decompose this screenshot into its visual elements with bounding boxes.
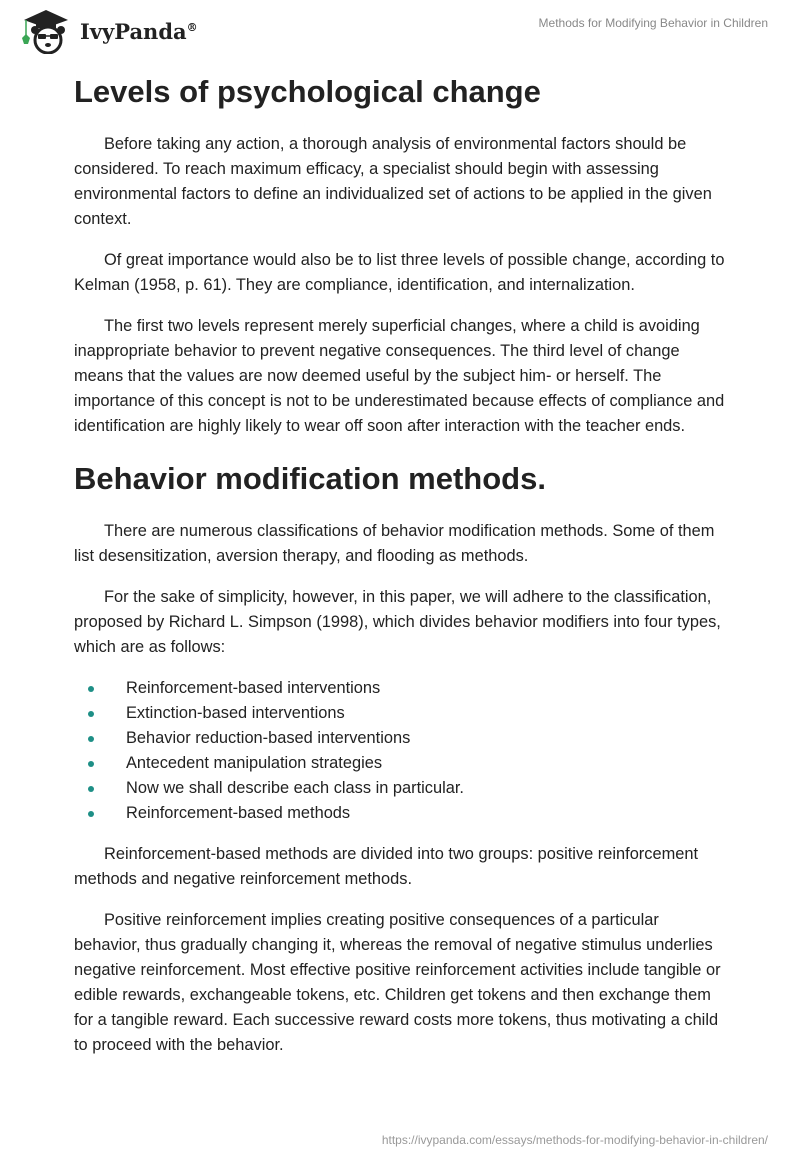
bullet-icon: [88, 711, 94, 717]
list-item: Behavior reduction-based interventions: [74, 726, 728, 751]
bullet-icon: [88, 786, 94, 792]
section-heading: Behavior modification methods.: [74, 461, 546, 496]
document-title: Methods for Modifying Behavior in Children: [538, 16, 768, 30]
list-item: Extinction-based interventions: [74, 701, 728, 726]
paragraph: Reinforcement-based methods are divided into two groups: positive reinforcement methods and negative reinforcement methods.: [74, 845, 699, 888]
bullet-icon: [88, 736, 94, 742]
header: [18, 8, 768, 54]
list-item: Reinforcement-based interventions: [74, 676, 728, 701]
methods-list: [74, 676, 728, 826]
paragraph: The first two levels represent merely superficial changes, where a child is avoiding inappropriate behavior to prevent negative consequences. The third level of change means that the values are now deemed useful by the subject him- or herself. The importance of this concept is not to be underestimated because effects of compliance and identification are highly likely to wear off soon after interaction with the teacher ends.: [74, 317, 725, 435]
list-item: Now we shall describe each class in particular.: [74, 776, 728, 801]
bullet-icon: [88, 761, 94, 767]
paragraph: Of great importance would also be to list three levels of possible change, according to Kelman (1958, p. 61). They are compliance, identification, and internalization.: [74, 251, 725, 294]
paragraph: Positive reinforcement implies creating positive consequences of a particular behavior, thus gradually changing it, whereas the removal of negative stimulus underlies negative reinforcement. Most effective positive reinforcement activities include tangible or edible rewards, exchangeable tokens, etc. Children get tokens and then exchange them for a tangible reward. Each successive reward costs more tokens, thus motivating a child to proceed with the behavior.: [74, 911, 721, 1054]
source-url[interactable]: https://ivypanda.com/essays/methods-for-modifying-behavior-in-children/: [381, 1133, 768, 1147]
bullet-icon: [88, 811, 94, 817]
brand-name: IvyPanda®: [80, 18, 198, 44]
paragraph: Before taking any action, a thorough analysis of environmental factors should be considered. To reach maximum efficacy, a specialist should begin with assessing environmental factors to define an individualized set of actions to be applied in the given context.: [74, 135, 712, 228]
paragraph: For the sake of simplicity, however, in this paper, we will adhere to the classification, proposed by Richard L. Simpson (1998), which divides behavior modifiers into four types, which are as follows:: [74, 588, 721, 656]
bullet-icon: [88, 686, 94, 692]
panda-logo-icon: [18, 8, 74, 54]
logo[interactable]: [18, 8, 198, 54]
article-content: [74, 68, 728, 1074]
list-item: Antecedent manipulation strategies: [74, 751, 728, 776]
paragraph: There are numerous classifications of behavior modification methods. Some of them list desensitization, aversion therapy, and flooding as methods.: [74, 522, 715, 565]
list-item: Reinforcement-based methods: [74, 801, 728, 826]
section-heading: Levels of psychological change: [74, 74, 541, 109]
